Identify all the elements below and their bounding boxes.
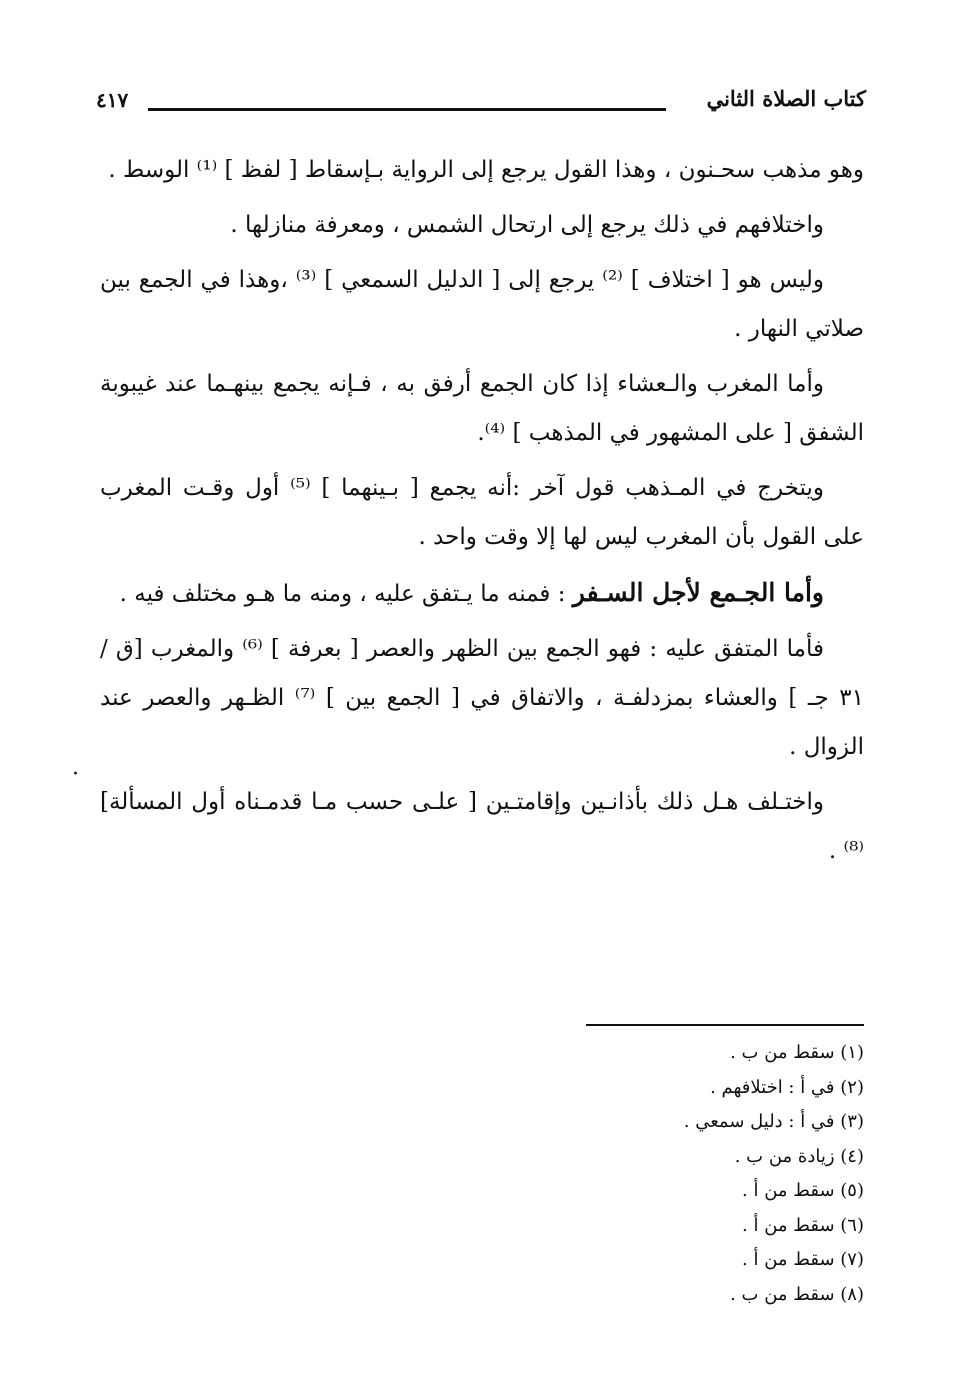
stray-mark: · bbox=[72, 762, 79, 787]
header-title: كتاب الصلاة الثاني bbox=[706, 86, 866, 111]
paragraph: وأما المغرب والـعشاء إذا كان الجمع أرفق به ، فـإنه يجمع بينهـما عند غيبوبة الشفق [ على المشهور في المذهب ] ⁽⁴⁾. bbox=[100, 371, 864, 446]
section-lead-rest: : فمنه ما يـتفق عليه ، ومنه ما هـو مختلف فيه . bbox=[119, 581, 566, 607]
footnote: (٤) زيادة من ب . bbox=[734, 1145, 864, 1167]
footnote: (٥) سقط من أ . bbox=[742, 1180, 864, 1201]
footnotes bbox=[364, 1036, 864, 1312]
paragraph: وليس هو [ اختلاف ] ⁽²⁾ يرجع إلى [ الدليل السمعي ] ⁽³⁾ ،وهذا في الجمع بين صلاتي النهار . bbox=[100, 267, 864, 342]
footnote: (٢) في أ : اختلافهم . bbox=[710, 1076, 864, 1098]
page-number: ٤١٧ bbox=[96, 88, 129, 112]
running-header bbox=[96, 86, 866, 126]
paragraph: وهو مذهب سحـنون ، وهذا القول يرجع إلى الرواية بـإسقاط [ لفظ ] ⁽¹⁾ الوسط . bbox=[108, 157, 864, 183]
paragraph: واختلافهم في ذلك يرجع إلى ارتحال الشمس ، ومعرفة منازلها . bbox=[230, 212, 824, 238]
footnote: (٦) سقط من أ . bbox=[742, 1214, 864, 1236]
footnote-rule bbox=[586, 1024, 864, 1026]
paragraph: واختـلف هـل ذلك بأذانـين وإقامتـين [ علـى حسب مـا قدمـناه أول المسألة]⁽⁸⁾ . bbox=[100, 789, 864, 864]
footnote: (٧) سقط من أ . bbox=[742, 1249, 864, 1270]
footnote: (٨) سقط من ب . bbox=[730, 1283, 864, 1305]
travel-paragraph bbox=[100, 568, 864, 619]
footnote: (٣) في أ : دليل سمعي . bbox=[683, 1111, 864, 1132]
main-text bbox=[100, 146, 864, 882]
paragraph: ويتخرج في المـذهب قول آخر :أنه يجمع [ بـينهما ] ⁽⁵⁾ أول وقـت المغرب على القول بأن المغرب ليس لها إلا وقت واحد . bbox=[100, 475, 864, 550]
header-rule bbox=[148, 108, 666, 111]
paragraph: فأما المتفق عليه : فهو الجمع بين الظهر والعصر [ بعرفة ] ⁽⁶⁾ والمغرب [ق / ٣١ جـ ] والعشاء بمزدلفـة ، والاتفاق في [ الجمع بين ] ⁽⁷⁾ الظـهر والعصر عند الزوال . bbox=[100, 636, 864, 760]
footnote: (١) سقط من ب . bbox=[730, 1042, 864, 1063]
section-lead: وأما الجـمع لأجل السـفر bbox=[572, 578, 824, 607]
